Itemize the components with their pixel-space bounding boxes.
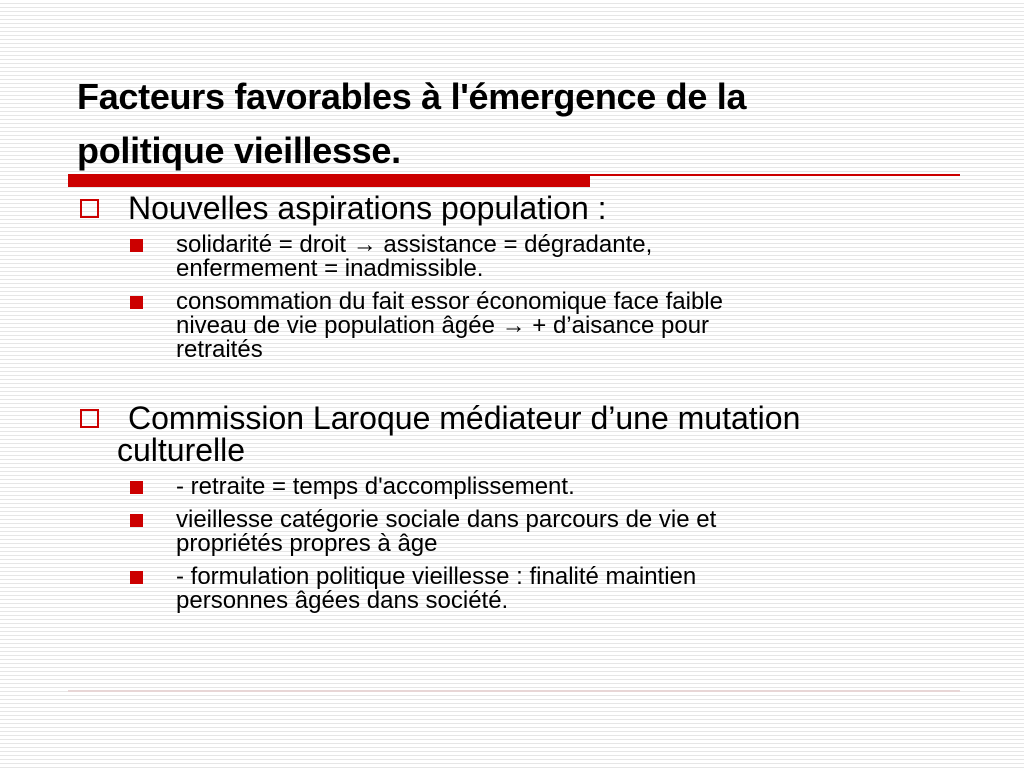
- section-heading-text: Nouvelles aspirations population :: [128, 190, 607, 226]
- list-item-line: solidarité = droit → assistance = dégradante,: [176, 231, 653, 258]
- footer-divider: [68, 690, 960, 692]
- section-heading-2: [76, 402, 956, 466]
- list-item: [76, 508, 956, 556]
- filled-square-bullet-icon: [130, 481, 143, 494]
- list-item: [76, 233, 956, 281]
- slide-title-line-2: politique vieillesse.: [77, 130, 401, 171]
- list-item-line: vieillesse catégorie sociale dans parcours de vie et: [176, 506, 717, 533]
- title-underline-thick: [68, 176, 590, 187]
- filled-square-bullet-icon: [130, 239, 143, 252]
- filled-square-bullet-icon: [130, 571, 143, 584]
- section-heading-text: culturelle: [117, 432, 246, 468]
- list-item-line: propriétés propres à âge: [176, 530, 438, 557]
- filled-square-bullet-icon: [130, 296, 143, 309]
- list-item-line: personnes âgées dans société.: [176, 587, 509, 614]
- list-item-line: - formulation politique vieillesse : finalité maintien: [176, 563, 697, 590]
- list-item-line: - retraite = temps d'accomplissement.: [176, 473, 575, 500]
- section-heading-text: Commission Laroque médiateur d’une mutation: [128, 400, 801, 436]
- slide-title-line-1: Facteurs favorables à l'émergence de la: [77, 76, 747, 117]
- list-item-line: consommation du fait essor économique face faible: [176, 288, 723, 315]
- list-item-line: niveau de vie population âgée → + d’aisance pour: [176, 312, 710, 339]
- filled-square-bullet-icon: [130, 514, 143, 527]
- slide-body: [76, 192, 956, 613]
- list-item: [76, 475, 956, 499]
- list-item-line: enfermement = inadmissible.: [176, 255, 484, 282]
- section-heading-1: [76, 192, 956, 224]
- slide-title: [77, 70, 957, 178]
- list-item-line: retraités: [176, 336, 263, 363]
- list-item: [76, 565, 956, 613]
- hollow-square-bullet-icon: [80, 199, 99, 218]
- list-item: [76, 290, 956, 362]
- hollow-square-bullet-icon: [80, 409, 99, 428]
